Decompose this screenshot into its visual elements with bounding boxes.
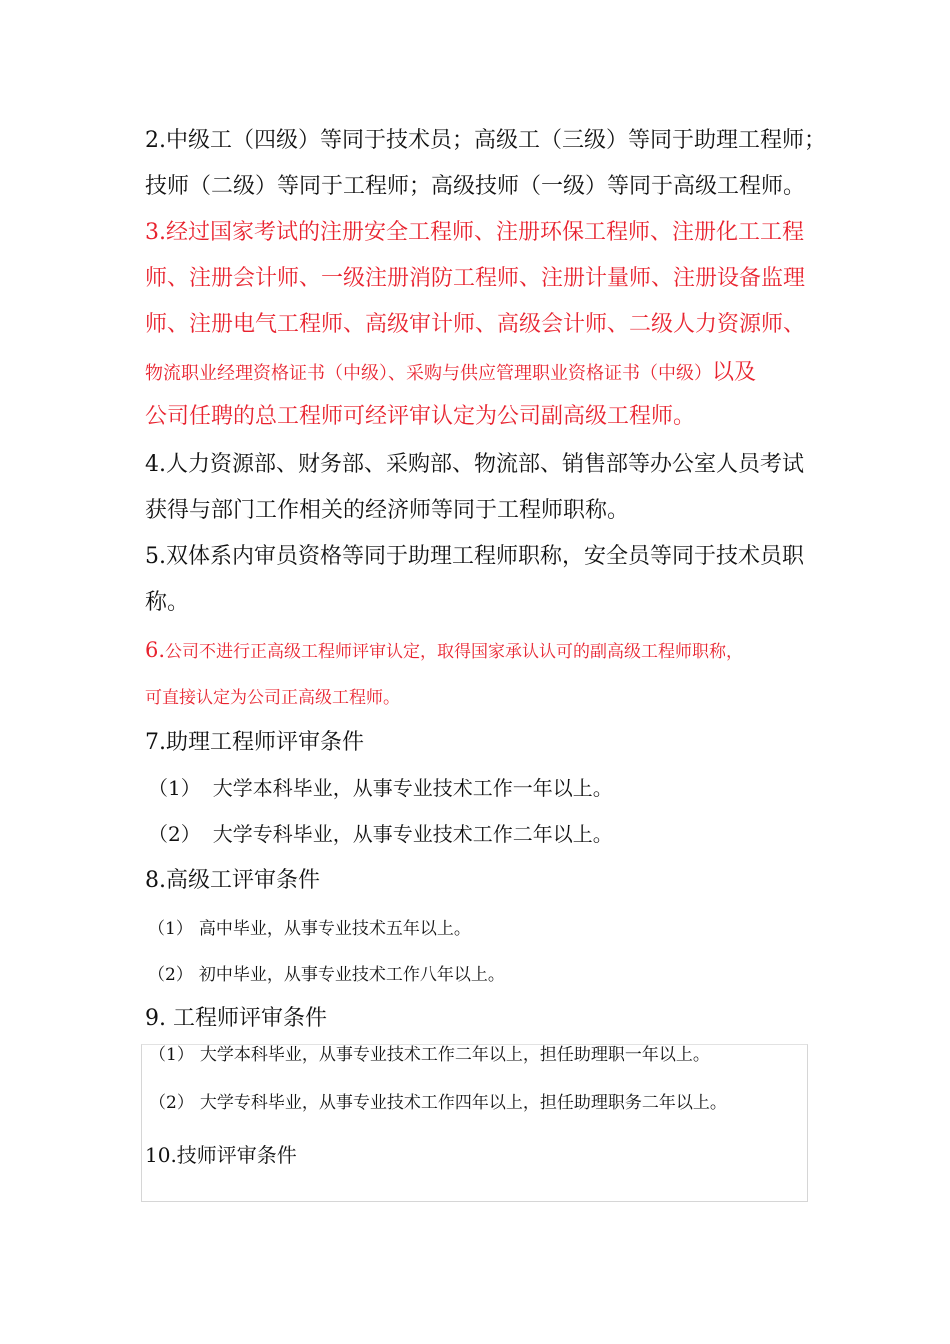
item-8-1-number: （1）	[148, 919, 193, 939]
item-9-1-text: 大学本科毕业，从事专业技术工作二年以上，担任助理职一年以上。	[199, 1045, 710, 1065]
bordered-section	[141, 1044, 808, 1202]
paragraph-3-line-3: 师、注册电气工程师、高级审计师、高级会计师、二级人力资源师、	[145, 312, 806, 337]
paragraph-3-line-2: 师、注册会计师、一级注册消防工程师、注册计量师、注册设备监理	[145, 266, 806, 291]
paragraph-5-line-1: 5.双体系内审员资格等同于助理工程师职称，安全员等同于技术员职	[145, 544, 804, 569]
heading-10: 10.技师评审条件	[145, 1143, 297, 1167]
item-8-2-text: 初中毕业，从事专业技术工作八年以上。	[198, 965, 505, 985]
item-7-1-number: （1）	[148, 776, 201, 800]
item-9-1	[149, 1047, 710, 1064]
item-7-2	[148, 824, 613, 844]
paragraph-6-text: 公司不进行正高级工程师评审认定，取得国家承认认可的副高级工程师职称，	[165, 642, 744, 662]
paragraph-4-line-1: 4.人力资源部、财务部、采购部、物流部、销售部等办公室人员考试	[145, 452, 804, 477]
paragraph-5-line-2: 称。	[145, 590, 190, 615]
item-8-1-text: 高中毕业，从事专业技术五年以上。	[198, 919, 471, 939]
item-9-2-text: 大学专科毕业，从事专业技术工作四年以上，担任助理职务二年以上。	[199, 1093, 727, 1113]
paragraph-6-line-1	[145, 640, 743, 661]
paragraph-4-line-2: 获得与部门工作相关的经济师等同于工程师职称。	[145, 498, 630, 523]
item-7-1-text: 大学本科毕业，从事专业技术工作一年以上。	[212, 776, 613, 800]
heading-7: 7.助理工程师评审条件	[145, 730, 364, 755]
heading-8: 8.高级工评审条件	[145, 868, 320, 893]
item-8-1	[148, 921, 471, 938]
item-9-1-number: （1）	[149, 1045, 194, 1065]
paragraph-3-line-5: 公司任聘的总工程师可经评审认定为公司副高级工程师。	[145, 404, 696, 429]
item-7-1	[148, 778, 613, 798]
paragraph-2-line-2: 技师（二级）等同于工程师；高级技师（一级）等同于高级工程师。	[145, 174, 806, 199]
paragraph-6-line-2: 可直接认定为公司正高级工程师。	[145, 688, 400, 708]
paragraph-2-line-1: 2.中级工（四级）等同于技术员；高级工（三级）等同于助理工程师；	[145, 128, 826, 153]
item-8-2-number: （2）	[148, 965, 193, 985]
item-7-2-text: 大学专科毕业，从事专业技术工作二年以上。	[212, 822, 613, 846]
paragraph-3-line-1: 3.经过国家考试的注册安全工程师、注册环保工程师、注册化工工程	[145, 220, 804, 245]
paragraph-3-line-4	[145, 362, 756, 384]
item-8-2	[148, 967, 505, 984]
and-text: 以及	[712, 360, 757, 385]
heading-9: 9. 工程师评审条件	[145, 1006, 327, 1031]
item-6-number: 6.	[145, 638, 166, 662]
item-9-2-number: （2）	[149, 1093, 194, 1113]
certificate-list-text: 物流职业经理资格证书（中级）、采购与供应管理职业资格证书（中级）	[145, 363, 712, 384]
item-7-2-number: （2）	[148, 822, 201, 846]
item-9-2	[149, 1095, 727, 1112]
